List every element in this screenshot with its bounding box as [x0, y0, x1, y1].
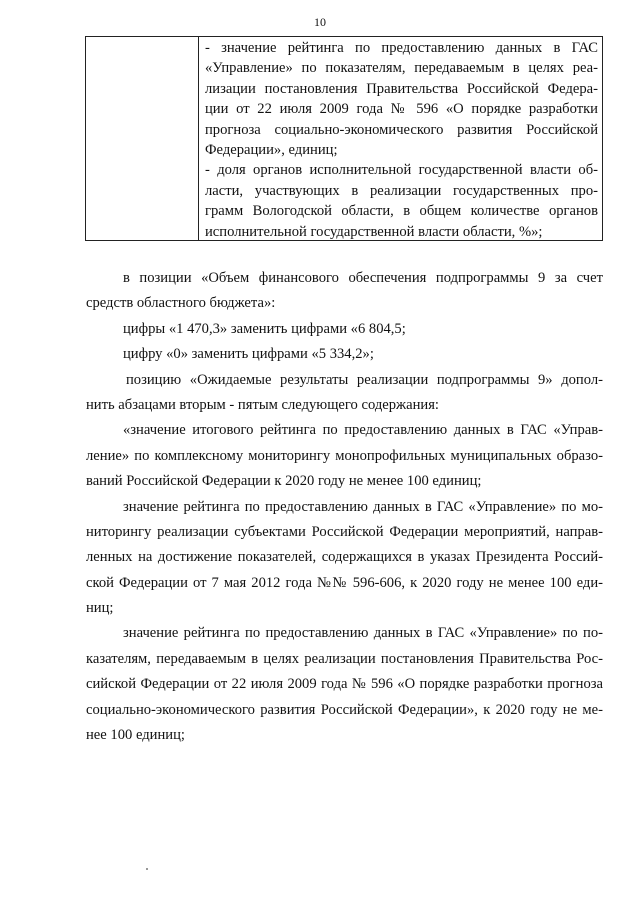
paragraph-line: средств областного бюджета»:: [86, 295, 276, 312]
table-left-cell: [86, 37, 199, 240]
document-body: [86, 266, 603, 748]
table-cell-line: - значение рейтинга по предоставлению данных в ГАС: [205, 40, 598, 56]
paragraph-line: в позиции «Объем финансового обеспечения подпрограммы 9 за счет: [123, 270, 603, 286]
paragraph-line: социально-экономического развития Российской Федерации», к 2020 году не ме-: [86, 701, 603, 718]
continuation-table: [85, 36, 603, 241]
paragraph-line: значение рейтинга по предоставлению данных в ГАС «Управление» по по-: [123, 625, 603, 642]
table-cell-line: грамм Вологодской области, в общем количестве органов: [205, 203, 598, 220]
page-number: 10: [314, 15, 326, 29]
table-cell-line: прогноза социально-экономического развития Российской: [205, 121, 598, 138]
table-right-cell: [205, 38, 598, 242]
paragraph-line: позицию «Ожидаемые результаты реализации подпрограммы 9» допол-: [126, 371, 603, 388]
paragraph-line: цифры «1 470,3» заменить цифрами «6 804,5;: [123, 320, 406, 337]
paragraph-line: ление» по комплексному мониторингу монопрофильных муниципальных образо-: [86, 447, 603, 464]
paragraph-line: сийской Федерации от 22 июля 2009 года № 596 «О порядке разработки прогноза: [86, 676, 603, 693]
paragraph-line: ниторингу реализации субъектами Российской Федерации мероприятий, направ-: [86, 523, 603, 540]
paragraph-line: нить абзацами вторым - пятым следующего содержания:: [86, 396, 439, 413]
paragraph-line: ниц;: [86, 600, 114, 617]
scan-speck: [146, 868, 148, 870]
paragraph-line: цифру «0» заменить цифрами «5 334,2»;: [123, 346, 374, 363]
table-cell-line: лизации постановления Правительства Российской Федера-: [205, 80, 598, 97]
table-cell-line: исполнительной государственной власти области, %»;: [205, 223, 543, 240]
paragraph-line: ской Федерации от 7 мая 2012 года №№ 596-606, к 2020 году не менее 100 еди-: [86, 574, 603, 591]
table-cell-line: «Управление» по показателям, передаваемым в целях реа-: [205, 60, 598, 77]
table-cell-line: ласти, участвующих в реализации государственных про-: [205, 182, 598, 199]
paragraph-line: значение рейтинга по предоставлению данных в ГАС «Управление» по мо-: [123, 498, 603, 515]
paragraph-line: ваний Российской Федерации к 2020 году не менее 100 единиц;: [86, 473, 482, 490]
paragraph-line: ленных на достижение показателей, содержащихся в указах Президента Россий-: [86, 549, 603, 566]
paragraph-line: казателям, передаваемым в целях реализации постановления Правительства Рос-: [86, 650, 603, 667]
table-cell-line: ции от 22 июля 2009 года № 596 «О порядке разработки: [205, 101, 598, 118]
table-cell-line: Федерации», единиц;: [205, 141, 338, 158]
paragraph-line: «значение итогового рейтинга по предоставлению данных в ГАС «Управ-: [123, 422, 603, 439]
table-cell-line: - доля органов исполнительной государственной власти об-: [205, 162, 598, 179]
paragraph-line: нее 100 единиц;: [86, 727, 185, 744]
